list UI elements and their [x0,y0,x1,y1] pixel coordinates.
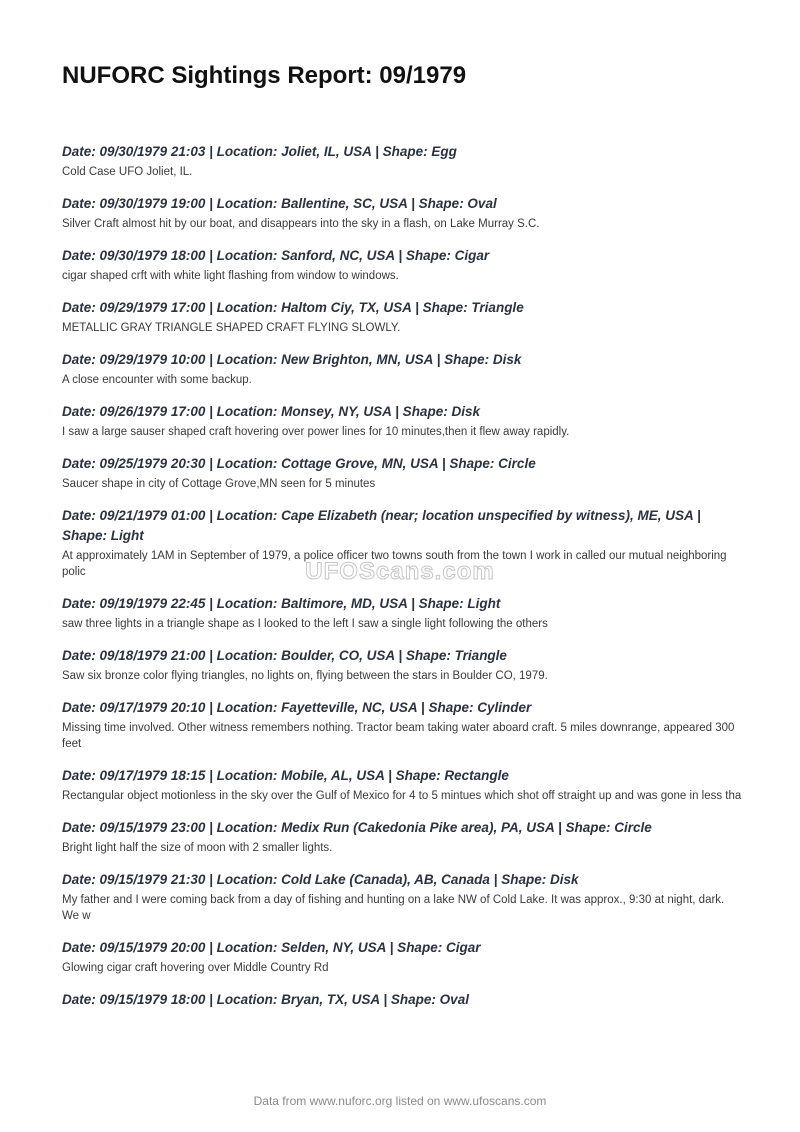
entry-description: At approximately 1AM in September of 1979, a police officer two towns south from the town I work in called our mutual neighboring polic [62,550,727,578]
list-item [62,990,742,1010]
entry-header: Date: 09/15/1979 18:00 | Location: Bryan, TX, USA | Shape: Oval [62,992,469,1007]
list-item [62,646,742,684]
entry-description: Cold Case UFO Joliet, IL. [62,166,193,178]
list-item [62,194,742,232]
entry-description: I saw a large sauser shaped craft hovering over power lines for 10 minutes,then it flew away rapidly. [62,426,570,438]
entry-header: Date: 09/15/1979 21:30 | Location: Cold Lake (Canada), AB, Canada | Shape: Disk [62,872,579,887]
entry-header: Date: 09/17/1979 18:15 | Location: Mobile, AL, USA | Shape: Rectangle [62,768,509,783]
list-item [62,402,742,440]
entry-description: Missing time involved. Other witness remembers nothing. Tractor beam taking water aboard craft. 5 miles downrange, appeared 300 feet [62,722,735,750]
entry-description: cigar shaped crft with white light flashing from window to windows. [62,270,399,282]
entry-description: Rectangular object motionless in the sky over the Gulf of Mexico for 4 to 5 mintues which shot off straight up and was gone in less tha [62,790,742,802]
entry-description: Bright light half the size of moon with 2 smaller lights. [62,842,333,854]
sightings-list [62,142,742,1024]
list-item [62,766,742,804]
entry-description: saw three lights in a triangle shape as I looked to the left I saw a single light following the others [62,618,548,630]
entry-description: Saucer shape in city of Cottage Grove,MN seen for 5 minutes [62,478,376,490]
list-item [62,298,742,336]
entry-header: Date: 09/19/1979 22:45 | Location: Baltimore, MD, USA | Shape: Light [62,596,501,611]
entry-header: Date: 09/17/1979 20:10 | Location: Fayetteville, NC, USA | Shape: Cylinder [62,700,532,715]
entry-header: Date: 09/25/1979 20:30 | Location: Cottage Grove, MN, USA | Shape: Circle [62,456,536,471]
list-item [62,246,742,284]
entry-header: Date: 09/26/1979 17:00 | Location: Monsey, NY, USA | Shape: Disk [62,404,480,419]
entry-description: Saw six bronze color flying triangles, no lights on, flying between the stars in Boulder CO, 1979. [62,670,548,682]
list-item [62,454,742,492]
entry-header: Date: 09/15/1979 20:00 | Location: Selden, NY, USA | Shape: Cigar [62,940,481,955]
footer-credit: Data from www.nuforc.org listed on www.ufoscans.com [253,1094,547,1108]
list-item [62,350,742,388]
list-item [62,938,742,976]
list-item [62,506,742,580]
entry-header: Date: 09/29/1979 10:00 | Location: New Brighton, MN, USA | Shape: Disk [62,352,522,367]
entry-header: Date: 09/21/1979 01:00 | Location: Cape Elizabeth (near; location unspecified by witness), ME, USA | Shape: Light [62,508,701,543]
entry-header: Date: 09/30/1979 21:03 | Location: Joliet, IL, USA | Shape: Egg [62,144,457,159]
list-item [62,698,742,752]
entry-description: Glowing cigar craft hovering over Middle Country Rd [62,962,329,974]
entry-description: My father and I were coming back from a day of fishing and hunting on a lake NW of Cold Lake. It was approx., 9:30 at night, dark. We w [62,894,725,922]
list-item [62,142,742,180]
entry-header: Date: 09/30/1979 18:00 | Location: Sanford, NC, USA | Shape: Cigar [62,248,490,263]
entry-header: Date: 09/18/1979 21:00 | Location: Boulder, CO, USA | Shape: Triangle [62,648,507,663]
list-item [62,818,742,856]
watermark: UFOScans.com [305,558,495,585]
entry-header: Date: 09/30/1979 19:00 | Location: Ballentine, SC, USA | Shape: Oval [62,196,497,211]
entry-description: METALLIC GRAY TRIANGLE SHAPED CRAFT FLYING SLOWLY. [62,322,401,334]
list-item [62,594,742,632]
list-item [62,870,742,924]
entry-header: Date: 09/29/1979 17:00 | Location: Haltom Ciy, TX, USA | Shape: Triangle [62,300,524,315]
page-title: NUFORC Sightings Report: 09/1979 [62,62,467,89]
entry-header: Date: 09/15/1979 23:00 | Location: Medix Run (Cakedonia Pike area), PA, USA | Shape: Circle [62,820,652,835]
entry-description: Silver Craft almost hit by our boat, and disappears into the sky in a flash, on Lake Murray S.C. [62,218,540,230]
entry-description: A close encounter with some backup. [62,374,252,386]
